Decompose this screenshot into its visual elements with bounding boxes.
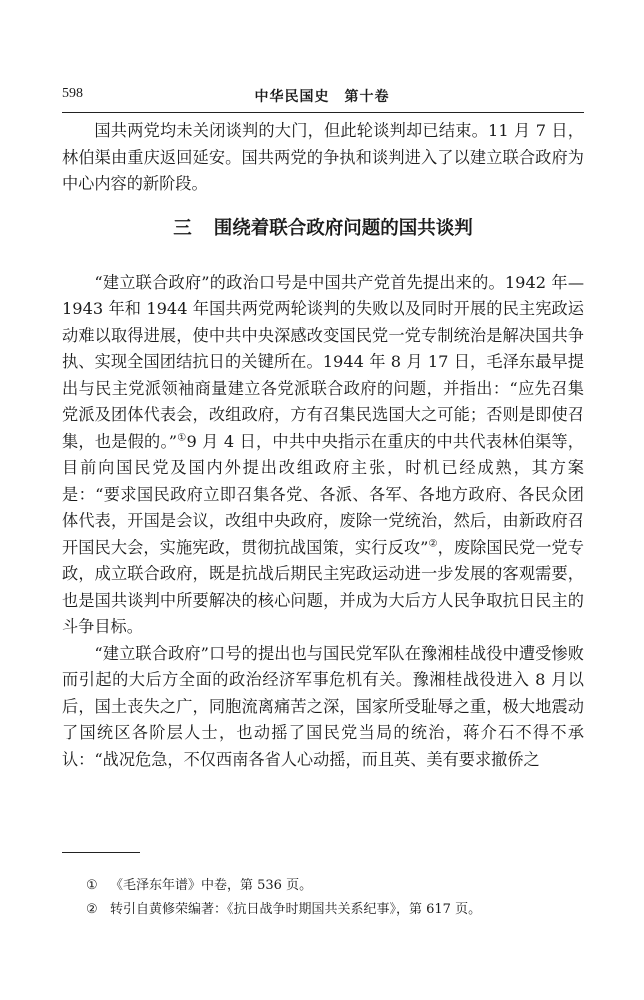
header-rule xyxy=(62,112,584,113)
paragraph-1-text-c: ，废除国民党一党专政，成立联合政府，既是抗战后期民主宪政运动进一步发展的客观需要，也是国共谈判中所要解决的核心问题，并成为大后方人民争取抗日民主的斗争目标。 xyxy=(62,537,584,636)
running-title: 中华民国史 第十卷 xyxy=(254,89,390,105)
paragraph-1-text-b: 9 月 4 日，中共中央指示在重庆的中共代表林伯渠等，目前向国民党及国内外提出改组政府主张，时机已经成熟，其方案是：“要求国民政府立即召集各党、各派、各军、各地方政府、各民众团体代表，开国是会议，改组中央政府，废除一党统治，然后，由新政府召开国民大会，实施宪政，贯彻抗战国策，实行反攻” xyxy=(62,431,584,557)
paragraph-1-text-a: “建立联合政府”的政治口号是中国共产党首先提出来的。1942 年—1943 年和 1944 年国共两党两轮谈判的失败以及同时开展的民主宪政运动难以取得进展，使中共中央深感改变国民党一党专制统治是解决国共争执、实现全国团结抗日的关键所在。1944 年 8 月 17 日，毛泽东最早提出与民主党派领袖商量建立各党派联合政府的问题，并指出：“应先召集党派及团体代表会，改组政府，方有召集民选国大之可能；否则是即使召集，也是假的。” xyxy=(62,272,584,451)
footnote-ref-1[interactable]: ① xyxy=(177,432,187,444)
footnote-rule xyxy=(62,852,140,853)
footnotes xyxy=(86,874,586,922)
footnote-2-mark: ② xyxy=(86,902,98,917)
paragraph-1 xyxy=(62,270,584,641)
section-number: 三 xyxy=(173,217,192,239)
footnote-2 xyxy=(86,898,586,922)
footnote-1 xyxy=(86,874,586,898)
body-text xyxy=(62,118,584,773)
paragraph-intro: 国共两党均未关闭谈判的大门，但此轮谈判却已结束。11 月 7 日，林伯渠由重庆返回延安。国共两党的争执和谈判进入了以建立联合政府为中心内容的新阶段。 xyxy=(62,121,584,193)
footnote-ref-2[interactable]: ② xyxy=(428,538,438,550)
footnote-1-text: 《毛泽东年谱》中卷，第 536 页。 xyxy=(110,878,313,893)
footnote-1-mark: ① xyxy=(86,878,98,893)
footnote-2-text: 转引自黄修荣编著：《抗日战争时期国共关系纪事》，第 617 页。 xyxy=(110,902,482,917)
section-title: 围绕着联合政府问题的国共谈判 xyxy=(213,217,473,239)
paragraph-2: “建立联合政府”口号的提出也与国民党军队在豫湘桂战役中遭受惨败而引起的大后方全面的政治经济军事危机有关。豫湘桂战役进入 8 月以后，国土丧失之广，同胞流离痛苦之深，国家所受耻辱之重，极大地震动了国统区各阶层人士，也动摇了国民党当局的统治，蒋介石不得不承认：“战况危急，不仅西南各省人心动摇，而且英、美有要求撤侨之 xyxy=(62,643,584,769)
page-header xyxy=(62,86,582,108)
page-number: 598 xyxy=(62,86,83,101)
section-heading xyxy=(62,216,584,242)
